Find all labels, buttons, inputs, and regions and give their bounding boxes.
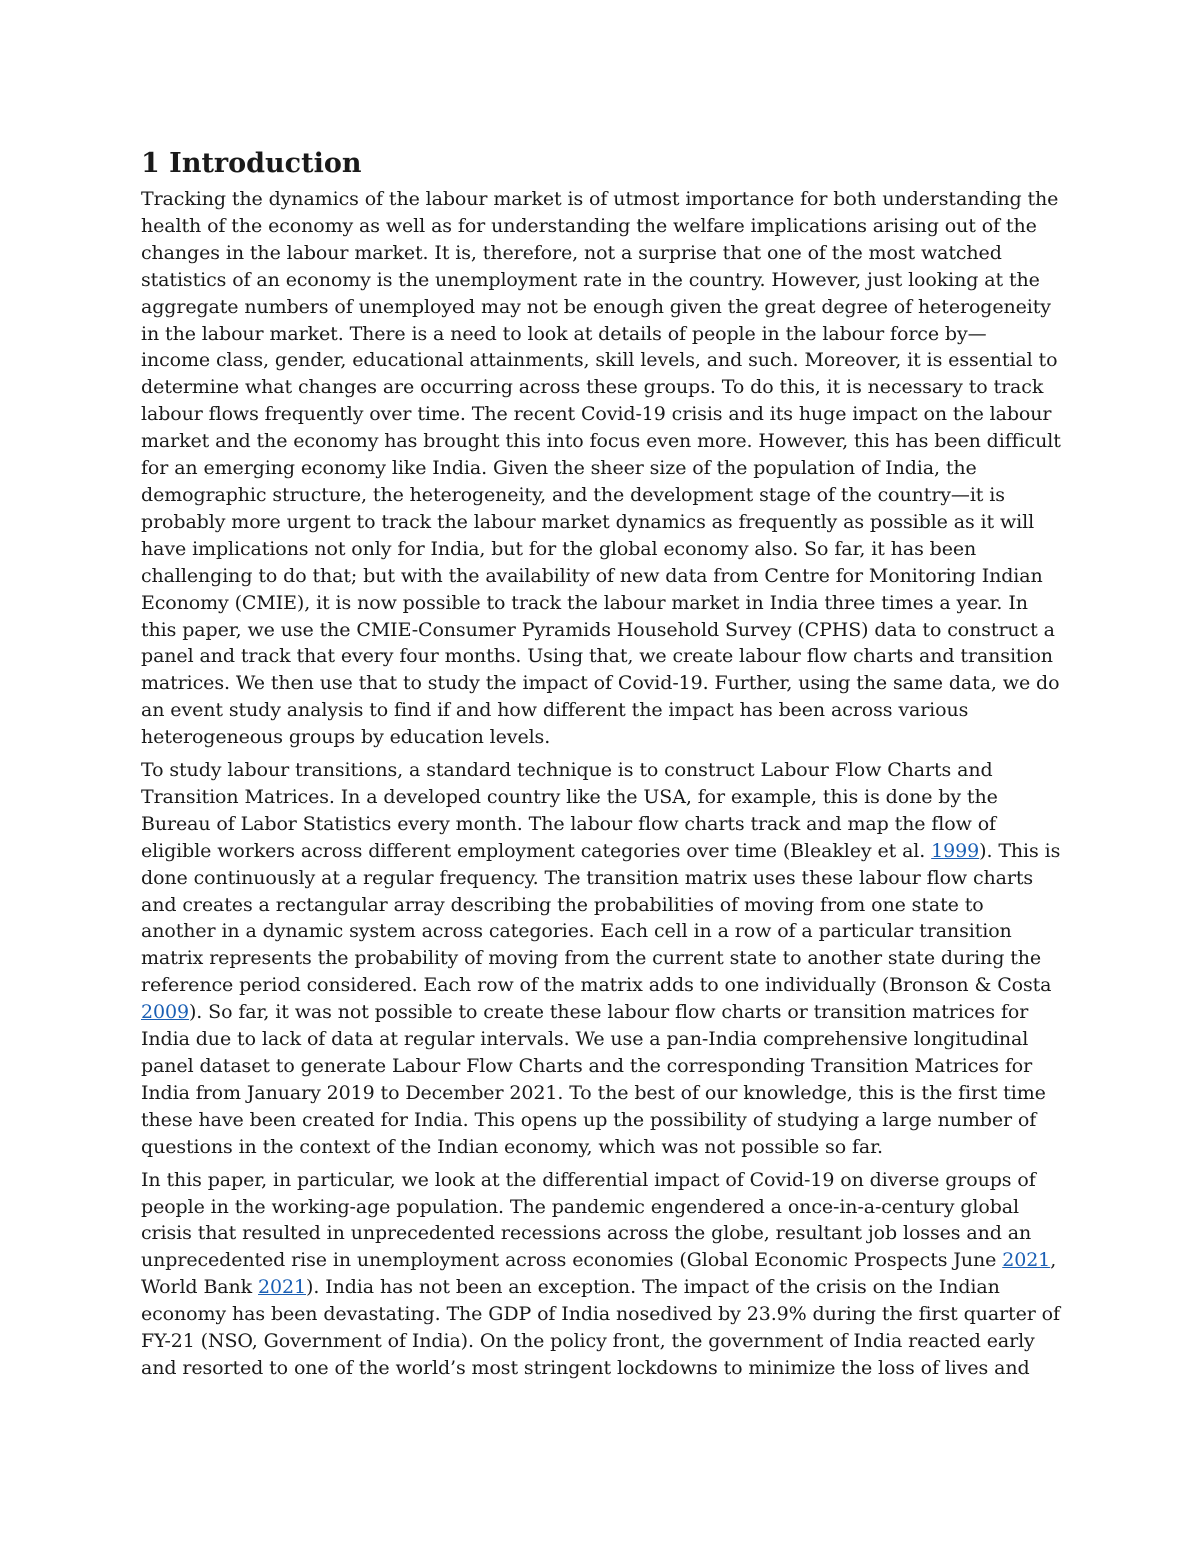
paragraph-1-text: Tracking the dynamics of the labour market is of utmost importance for both understanding the health of the economy as well as for understanding the welfare implications arising out of the changes in the labour market. It is, therefore, not a surprise that one of the most watched statistics of an economy is the unemployment rate in the country. However, just looking at the aggregate numbers of unemployed may not be enough given the great degree of heterogeneity in the labour market. There is a need to look at details of people in the labour force by— income class, gender, educational attainments, skill levels, and such. Moreover, it is essential to determine what changes are occurring across these groups. To do this, it is necessary to track labour flows frequently over time. The recent Covid-19 crisis and its huge impact on the labour market and the economy has brought this into focus even more. However, this has been difficult for an emerging economy like India. Given the sheer size of the population of India, the demographic structure, the heterogeneity, and the development stage of the country—it is probably more urgent to track the labour market dynamics as frequently as possible as it will have implications not only for India, but for the global economy also. So far, it has been challenging to do that; but with the availability of new data from Centre for Monitoring Indian Economy (CMIE), it is now possible to track the labour market in India three times a year. In this paper, we use the CMIE-Consumer Pyramids Household Survey (CPHS) data to construct a panel and track that every four months. Using that, we create labour flow charts and transition matrices. We then use that to study the impact of Covid-19. Further, using the same data, we do an event study analysis to find if and how different the impact has been across various heterogeneous groups by education levels. — [141, 188, 1061, 749]
paragraph-2-text-c: ). So far, it was not possible to create these labour flow charts or transition matrices for India due to lack of data at regular intervals. We use a pan-India comprehensive longitudinal panel dataset to generate Labour Flow Charts and the corresponding Transition Matrices for India from January 2019 to December 2021. To the best of our knowledge, this is the first time these have been created for India. This opens up the possibility of studying a large number of questions in the context of the Indian economy, which was not possible so far. — [141, 1001, 1046, 1158]
paragraph-2-text-b: ). This is done continuously at a regular frequency. The transition matrix uses these labour flow charts and creates a rectangular array describing the probabilities of moving from one state to another in a dynamic system across categories. Each cell in a row of a particular transition matrix represents the probability of moving from the current state to another state during the reference period considered. Each row of the matrix adds to one individually (Bronson & Costa — [141, 839, 1061, 997]
citation-link-world-bank-2021[interactable]: 2021 — [258, 1276, 306, 1299]
paragraph-2-text-a: To study labour transitions, a standard technique is to construct Labour Flow Charts and Transition Matrices. In a developed country like the USA, for example, this is done by the Bureau of Labor Statistics every month. The labour flow charts track and map the flow of eligible workers across different employment categories over time (Bleakley et al. — [141, 759, 998, 862]
section-heading: 1 Introduction — [141, 148, 362, 179]
paragraph-1 — [141, 186, 1061, 751]
paragraph-3 — [141, 1167, 1061, 1382]
citation-link-gep-2021[interactable]: 2021 — [1002, 1249, 1051, 1272]
citation-link-bleakley-1999[interactable]: 1999 — [931, 839, 980, 862]
paragraph-3-text-c: ). India has not been an exception. The impact of the crisis on the Indian economy has been devastating. The GDP of India nosedived by 23.9% during the first quarter of FY-21 (NSO, Government of India). On the policy front, the government of India reacted early and resorted to one of the world’s most stringent lockdowns to minimize the loss of lives and — [141, 1276, 1060, 1379]
citation-link-bronson-costa-2009[interactable]: 2009 — [141, 1001, 189, 1024]
paragraph-3-text-a: In this paper, in particular, we look at the differential impact of Covid-19 on diverse groups of people in the working-age population. The pandemic engendered a once-in-a-century global crisis that resulted in unprecedented recessions across the globe, resultant job losses and an unprecedented rise in unemployment across economies (Global Economic Prospects June — [141, 1168, 1036, 1272]
paragraph-2 — [141, 757, 1061, 1161]
paragraph-3-text-b: , World Bank — [141, 1249, 1057, 1299]
document-page — [141, 146, 1061, 1388]
